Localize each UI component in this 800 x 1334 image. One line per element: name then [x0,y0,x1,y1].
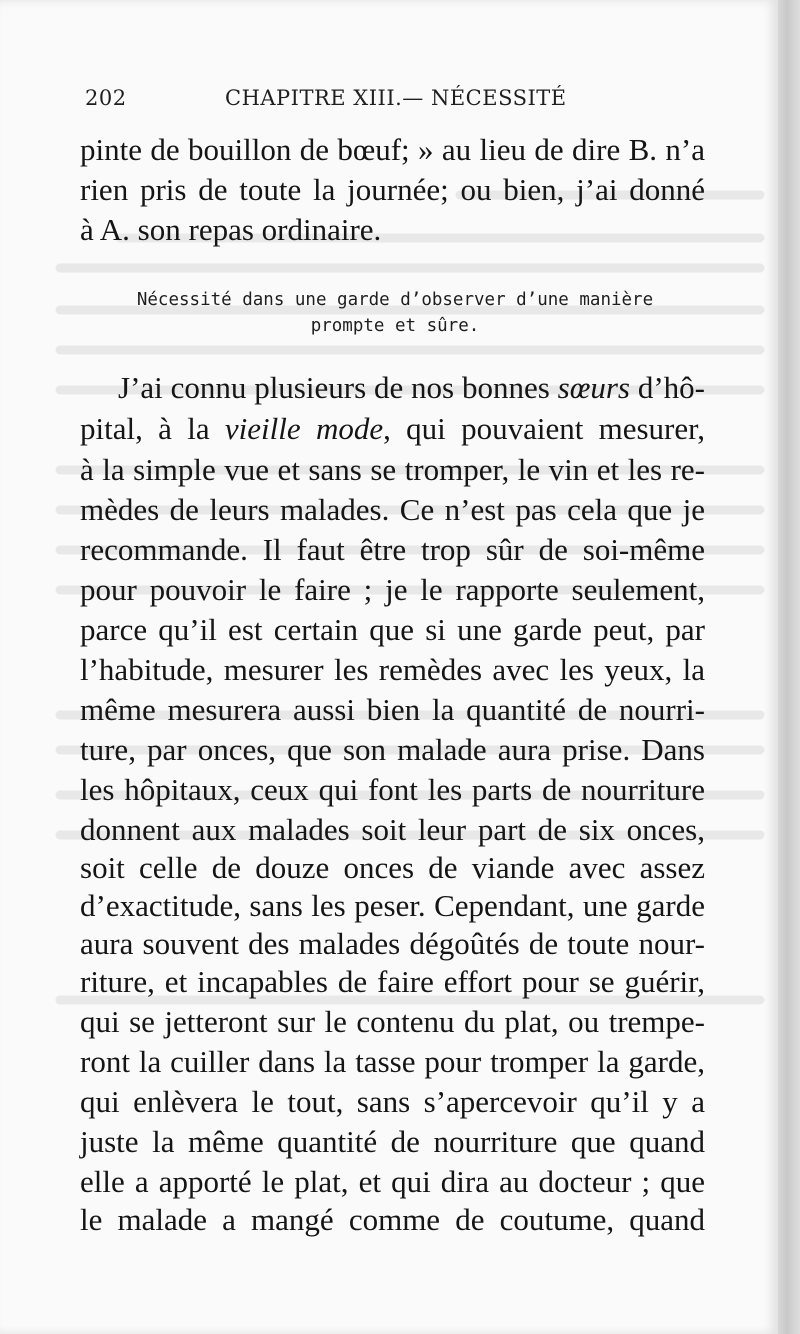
italic-text: vieille mode [224,411,384,446]
text-run: J’ai connu plusieurs de nos bonnes [118,370,558,405]
text-line: les hôpitaux, ceux qui font les parts de nourriture [80,772,705,807]
text-line: l’habitude, mesurer les remèdes avec les yeux, la [80,652,705,687]
text-run: pital, à la [80,411,225,446]
text-line: juste la même quantité de nourriture que quand [80,1124,705,1159]
text-line: parce qu’il est certain que si une garde peut, par [80,612,705,647]
text-line: pinte de bouillon de bœuf; » au lieu de dire B. n’a [80,132,705,167]
page-number: 202 [85,86,127,110]
page-edge-shadow [778,0,800,1334]
section-heading-line: Nécessité dans une garde d’observer d’une manière [136,290,654,310]
text-run: , qui pouvaient mesurer, [383,411,705,446]
text-line: mèdes de leurs malades. Ce n’est pas cela que je [80,492,705,527]
text-line: à la simple vue et sans se tromper, le vin et les re- [80,452,705,487]
text-line: ront la cuiller dans la tasse pour tromper la garde, [80,1044,705,1079]
text-line: qui enlèvera le tout, sans s’apercevoir qu’il y a [80,1084,705,1119]
text-line: le malade a mangé comme de coutume, quand [80,1202,705,1237]
text-line: elle a apporté le plat, et qui dira au docteur ; que [80,1164,705,1199]
text-line: à A. son repas ordinaire. [80,212,382,247]
section-heading-line: prompte et sûre. [310,316,480,336]
text-line: recommande. Il faut être trop sûr de soi-même [80,532,705,567]
text-line: même mesurera aussi bien la quantité de nourri- [80,692,705,727]
paragraph-first-line [118,368,705,408]
running-header [85,86,705,122]
italic-text: sœurs [557,370,630,405]
text-line: riture, et incapables de faire effort pour se guérir, [80,964,705,999]
text-line: d’exactitude, sans les peser. Cependant, une garde [80,888,705,923]
text-line: donnent aux malades soit leur part de six onces, [80,812,705,847]
text-run: d’hô- [630,370,705,405]
text-line: aura souvent des malades dégoûtés de toute nour- [80,926,705,961]
running-title: CHAPITRE XIII.— NÉCESSITÉ [225,86,567,110]
text-line: soit celle de douze onces de viande avec assez [80,850,705,885]
text-line: qui se jetteront sur le contenu du plat, ou trempe- [80,1004,705,1039]
text-line: rien pris de toute la journée; ou bien, j’ai donné [80,172,705,207]
text-line [80,409,705,449]
text-line: ture, par onces, que son malade aura prise. Dans [80,732,705,767]
text-line: pour pouvoir le faire ; je le rapporte seulement, [80,572,705,607]
